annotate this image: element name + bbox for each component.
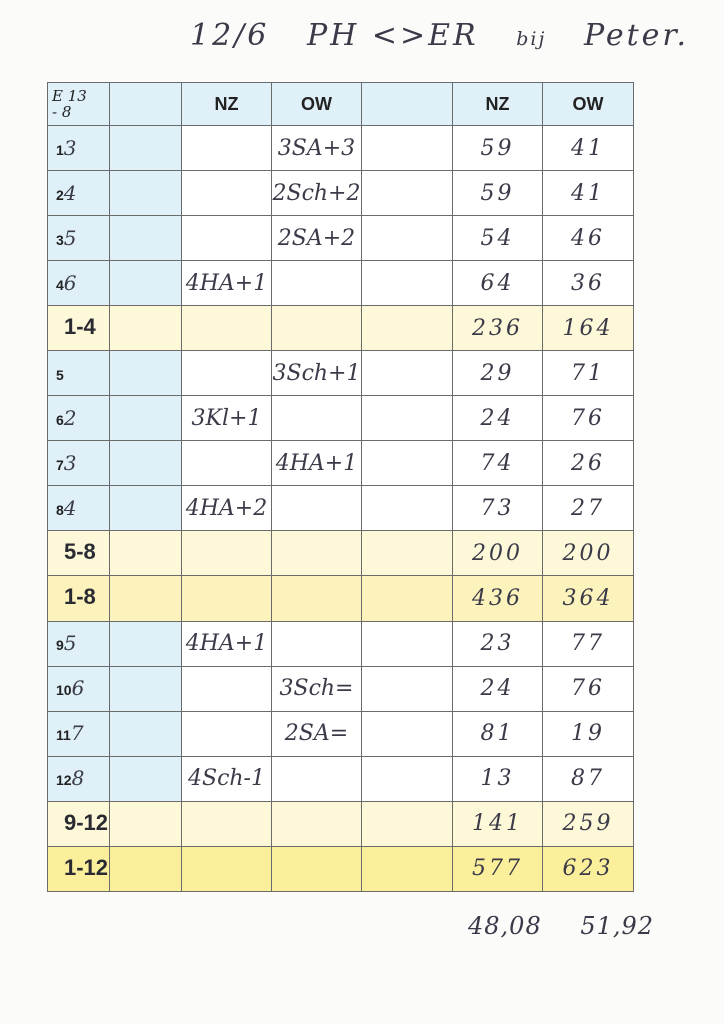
ow-score-cell: 76 xyxy=(543,666,634,711)
nz-score-cell: 54 xyxy=(453,216,543,261)
header-row xyxy=(48,83,634,126)
handwritten-board-number: 6 xyxy=(63,270,77,295)
board-number: 9 xyxy=(56,637,64,654)
handwritten-board-number: 8 xyxy=(71,766,85,791)
board-number: 11 xyxy=(56,727,71,744)
nz-score-cell: 74 xyxy=(453,441,543,486)
ow-total-cell: 364 xyxy=(543,576,634,621)
col-header-contract-nz: NZ xyxy=(182,83,272,126)
col-header-contract-ow: OW xyxy=(272,83,362,126)
col-header-score-ow: OW xyxy=(543,83,634,126)
board-row xyxy=(48,396,634,441)
nz-score-cell: 64 xyxy=(453,261,543,306)
nz-contract-cell: 4HA+2 xyxy=(182,486,272,531)
row-spacer xyxy=(110,846,182,891)
ow-contract-cell: 3SA+3 xyxy=(272,126,362,171)
nz-score-cell: 13 xyxy=(453,756,543,801)
row-spacer xyxy=(110,621,182,666)
row-spacer xyxy=(272,306,362,351)
ow-total-cell: 200 xyxy=(543,531,634,576)
header-place: Peter. xyxy=(584,18,689,53)
row-spacer xyxy=(110,711,182,756)
ow-contract-cell: 2Sch+2 xyxy=(272,171,362,216)
row-spacer xyxy=(362,306,453,351)
board-cell xyxy=(48,486,110,531)
row-spacer xyxy=(182,531,272,576)
board-number: 4 xyxy=(56,276,64,293)
ow-contract-cell xyxy=(272,396,362,441)
row-spacer xyxy=(362,756,453,801)
board-row xyxy=(48,441,634,486)
nz-score-cell: 29 xyxy=(453,351,543,396)
row-spacer xyxy=(362,261,453,306)
nz-contract-cell xyxy=(182,711,272,756)
board-row xyxy=(48,216,634,261)
handwritten-board-number: 2 xyxy=(63,405,77,430)
nz-score-cell: 81 xyxy=(453,711,543,756)
row-spacer xyxy=(110,576,182,621)
row-spacer xyxy=(362,801,453,846)
board-number: 7 xyxy=(56,456,64,473)
row-spacer xyxy=(362,621,453,666)
nz-contract-cell xyxy=(182,351,272,396)
board-cell xyxy=(48,621,110,666)
ow-score-cell: 71 xyxy=(543,351,634,396)
ow-contract-cell: 3Sch+1 xyxy=(272,351,362,396)
header-spacer xyxy=(362,83,453,126)
nz-total-cell: 141 xyxy=(453,801,543,846)
board-cell xyxy=(48,711,110,756)
row-spacer xyxy=(182,306,272,351)
row-spacer xyxy=(110,801,182,846)
board-row xyxy=(48,261,634,306)
board-row xyxy=(48,351,634,396)
segment-label: 5-8 xyxy=(48,531,110,576)
row-spacer xyxy=(362,126,453,171)
ow-contract-cell xyxy=(272,756,362,801)
row-spacer xyxy=(110,351,182,396)
ow-score-cell: 41 xyxy=(543,171,634,216)
ow-total-cell: 259 xyxy=(543,801,634,846)
row-spacer xyxy=(362,666,453,711)
ow-contract-cell: 2SA+2 xyxy=(272,216,362,261)
board-cell xyxy=(48,351,110,396)
row-spacer xyxy=(362,576,453,621)
nz-contract-cell xyxy=(182,126,272,171)
ow-score-cell: 41 xyxy=(543,126,634,171)
board-row xyxy=(48,711,634,756)
nz-score-cell: 24 xyxy=(453,396,543,441)
nz-total-cell: 436 xyxy=(453,576,543,621)
nz-total-cell: 577 xyxy=(453,846,543,891)
row-spacer xyxy=(110,306,182,351)
sheet-header xyxy=(190,18,689,53)
row-spacer xyxy=(110,486,182,531)
board-cell xyxy=(48,756,110,801)
row-spacer xyxy=(182,801,272,846)
row-spacer xyxy=(110,261,182,306)
row-spacer xyxy=(110,666,182,711)
board-row xyxy=(48,126,634,171)
board-cell xyxy=(48,171,110,216)
ow-score-cell: 27 xyxy=(543,486,634,531)
nz-score-cell: 59 xyxy=(453,126,543,171)
nz-contract-cell xyxy=(182,666,272,711)
board-cell xyxy=(48,666,110,711)
row-spacer xyxy=(272,531,362,576)
board-number: 5 xyxy=(56,366,64,383)
ow-score-cell: 87 xyxy=(543,756,634,801)
row-spacer xyxy=(362,486,453,531)
ow-contract-cell: 4HA+1 xyxy=(272,441,362,486)
row-spacer xyxy=(362,216,453,261)
board-cell xyxy=(48,126,110,171)
row-spacer xyxy=(362,531,453,576)
row-spacer xyxy=(272,801,362,846)
row-spacer xyxy=(110,126,182,171)
percent-footer xyxy=(468,912,654,940)
nz-contract-cell: 4Sch-1 xyxy=(182,756,272,801)
board-number: 1 xyxy=(56,141,64,158)
header-spacer xyxy=(110,83,182,126)
ow-score-cell: 76 xyxy=(543,396,634,441)
handwritten-board-number: 5 xyxy=(63,225,77,250)
nz-contract-cell xyxy=(182,171,272,216)
ow-percent: 51,92 xyxy=(580,912,655,940)
nz-contract-cell xyxy=(182,441,272,486)
nz-score-cell: 23 xyxy=(453,621,543,666)
corner-label-line-1: E 13 xyxy=(52,87,87,105)
ow-score-cell: 77 xyxy=(543,621,634,666)
board-number: 8 xyxy=(56,501,64,518)
board-cell xyxy=(48,261,110,306)
row-spacer xyxy=(110,531,182,576)
segment-label: 1-12 xyxy=(48,846,110,891)
nz-contract-cell xyxy=(182,216,272,261)
segment-label: 9-12 xyxy=(48,801,110,846)
board-cell xyxy=(48,441,110,486)
score-table xyxy=(47,82,634,892)
handwritten-board-number: 5 xyxy=(63,631,77,656)
nz-score-cell: 59 xyxy=(453,171,543,216)
board-number: 6 xyxy=(56,411,64,428)
board-number: 10 xyxy=(56,682,72,699)
handwritten-board-number: 3 xyxy=(63,450,77,475)
header-word: bij xyxy=(516,28,547,50)
board-number: 12 xyxy=(56,772,72,789)
row-spacer xyxy=(110,441,182,486)
row-spacer xyxy=(110,756,182,801)
ow-contract-cell: 3Sch= xyxy=(272,666,362,711)
segment-label: 1-4 xyxy=(48,306,110,351)
ow-score-cell: 36 xyxy=(543,261,634,306)
row-spacer xyxy=(362,171,453,216)
nz-score-cell: 73 xyxy=(453,486,543,531)
nz-contract-cell: 3Kl+1 xyxy=(182,396,272,441)
ow-total-cell: 164 xyxy=(543,306,634,351)
board-number: 3 xyxy=(56,231,64,248)
row-spacer xyxy=(362,441,453,486)
score-table-body xyxy=(48,83,634,892)
handwritten-board-number: 6 xyxy=(71,676,85,701)
ow-score-cell: 46 xyxy=(543,216,634,261)
row-spacer xyxy=(110,216,182,261)
subtotal-row xyxy=(48,801,634,846)
board-row xyxy=(48,486,634,531)
col-header-score-nz: NZ xyxy=(453,83,543,126)
row-spacer xyxy=(362,351,453,396)
ow-total-cell: 623 xyxy=(543,846,634,891)
handwritten-board-number: 7 xyxy=(70,721,84,746)
handwritten-board-number: 4 xyxy=(63,495,77,520)
board-cell xyxy=(48,216,110,261)
nz-contract-cell: 4HA+1 xyxy=(182,261,272,306)
nz-total-cell: 236 xyxy=(453,306,543,351)
nz-percent: 48,08 xyxy=(468,912,542,940)
board-row xyxy=(48,621,634,666)
row-spacer xyxy=(110,171,182,216)
board-cell xyxy=(48,396,110,441)
board-row xyxy=(48,171,634,216)
board-row xyxy=(48,756,634,801)
nz-contract-cell: 4HA+1 xyxy=(182,621,272,666)
row-spacer xyxy=(272,576,362,621)
corner-label xyxy=(48,83,110,126)
nz-score-cell: 24 xyxy=(453,666,543,711)
subtotal-row xyxy=(48,846,634,891)
header-pair: PH <>ER xyxy=(306,18,479,53)
board-row xyxy=(48,666,634,711)
subtotal-row xyxy=(48,306,634,351)
subtotal-row xyxy=(48,576,634,621)
segment-label: 1-8 xyxy=(48,576,110,621)
ow-contract-cell xyxy=(272,261,362,306)
handwritten-board-number: 4 xyxy=(63,180,77,205)
subtotal-row xyxy=(48,531,634,576)
row-spacer xyxy=(362,846,453,891)
ow-contract-cell xyxy=(272,486,362,531)
ow-score-cell: 19 xyxy=(543,711,634,756)
board-number: 2 xyxy=(56,186,64,203)
handwritten-board-number: 3 xyxy=(63,135,77,160)
row-spacer xyxy=(182,846,272,891)
nz-total-cell: 200 xyxy=(453,531,543,576)
ow-score-cell: 26 xyxy=(543,441,634,486)
row-spacer xyxy=(110,396,182,441)
header-date: 12/6 xyxy=(190,18,270,53)
row-spacer xyxy=(272,846,362,891)
row-spacer xyxy=(182,576,272,621)
corner-label-line-2: - 8 xyxy=(52,103,72,121)
ow-contract-cell: 2SA= xyxy=(272,711,362,756)
row-spacer xyxy=(362,711,453,756)
ow-contract-cell xyxy=(272,621,362,666)
row-spacer xyxy=(362,396,453,441)
